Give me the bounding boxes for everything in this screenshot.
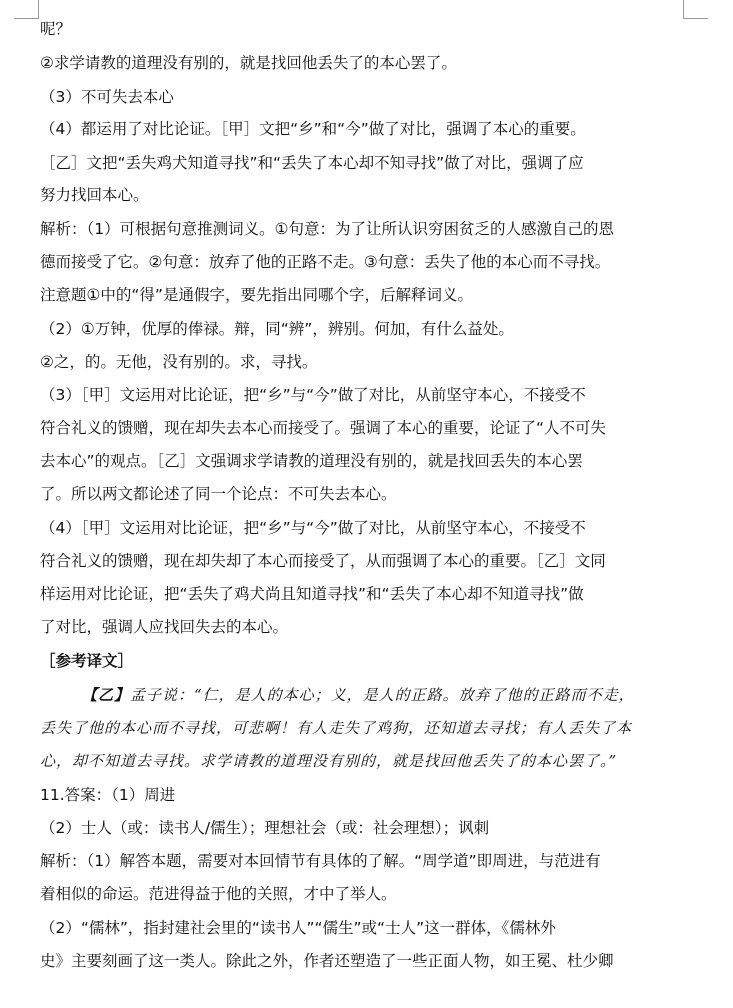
text-line: 去本心”的观点。［乙］文强调求学请教的道理没有别的，就是找回丢失的本心罢	[40, 452, 583, 470]
answer-line: （2）士人（或：读书人/儒生）；理想社会（或：社会理想）；讽刺	[40, 819, 490, 837]
text-line: 努力找回本心。	[40, 186, 149, 204]
text-line: ②求学请教的道理没有别的，就是找回他丢失了的本心罢了。	[40, 54, 457, 72]
answer-line: 11.答案：（1）周进	[40, 786, 176, 804]
text-line: 了。所以两文都论述了同一个论点：不可失去本心。	[40, 485, 397, 503]
text-line: 解析：（1）可根据句意推测词义。①句意：为了让所认识穷困贫乏的人感激自己的恩	[40, 220, 615, 238]
answer-line: 着相似的命运。范进得益于他的关照，才中了举人。	[40, 885, 397, 903]
text-line: 符合礼义的馈赠，现在却失却了本心而接受了，从而强调了本心的重要。［乙］文同	[40, 552, 606, 570]
text-line: （3）不可失去本心	[40, 88, 174, 106]
text-line: 样运用对比论证，把“丢失了鸡犬尚且知道寻找”和“丢失了本心却不知道寻找”做	[40, 585, 584, 603]
translation-label: 【乙】	[82, 686, 131, 704]
text-line: （4）都运用了对比论证。［甲］文把“乡”和“今”做了对比，强调了本心的重要。	[40, 120, 586, 138]
translation-line: 心，却不知道去寻找。求学请教的道理没有别的，就是找回他丢失了的本心罢了。”	[40, 752, 618, 770]
translation-line: 丢失了他的本心而不寻找，可悲啊！有人走失了鸡狗，还知道去寻找；有人丢失了本	[40, 719, 633, 737]
text-line: ②之，的。无他，没有别的。求，寻找。	[40, 353, 318, 371]
text-line: 呢？	[40, 20, 72, 38]
answer-line: （2）“儒林”，指封建社会里的“读书人”“儒生”或“士人”这一群体，《儒林外	[40, 919, 556, 937]
text-line: 符合礼义的馈赠，现在却失去本心而接受了。强调了本心的重要，论证了“人不可失	[40, 419, 607, 437]
page-corner-mark-right	[683, 0, 708, 19]
text-line: （2）①万钟，优厚的俸禄。辩，同“辨”，辨别。何加，有什么益处。	[40, 320, 514, 338]
text-line: （3）［甲］文运用对比论证，把“乡”与“今”做了对比，从前坚守本心，不接受不	[40, 386, 586, 404]
text-line: 了对比，强调人应找回失去的本心。	[40, 618, 289, 636]
text-line: 德而接受了它。②句意：放弃了他的正路不走。③句意：丢失了他的本心而不寻找。	[40, 253, 611, 271]
page-corner-mark-left	[14, 0, 39, 19]
text-line: 注意题①中的“得”是通假字，要先指出同哪个字，后解释词义。	[40, 286, 473, 304]
answer-line: 史》主要刻画了这一类人。除此之外，作者还塑造了一些正面人物，如王冕、杜少卿	[40, 952, 614, 970]
section-heading-translation: ［参考译文］	[40, 652, 134, 670]
translation-first-line	[82, 684, 732, 706]
translation-first-text: 孟子说：“仁，是人的本心；义，是人的正路。放弃了他的正路而不走，	[130, 686, 635, 704]
text-line: ［乙］文把“丢失鸡犬知道寻找”和“丢失了本心却不知寻找”做了对比，强调了应	[40, 154, 584, 172]
text-line: （4）［甲］文运用对比论证，把“乡”与“今”做了对比，从前坚守本心，不接受不	[40, 519, 586, 537]
answer-line: 解析：（1）解答本题，需要对本回情节有具体的了解。“周学道”即周进，与范进有	[40, 852, 601, 870]
